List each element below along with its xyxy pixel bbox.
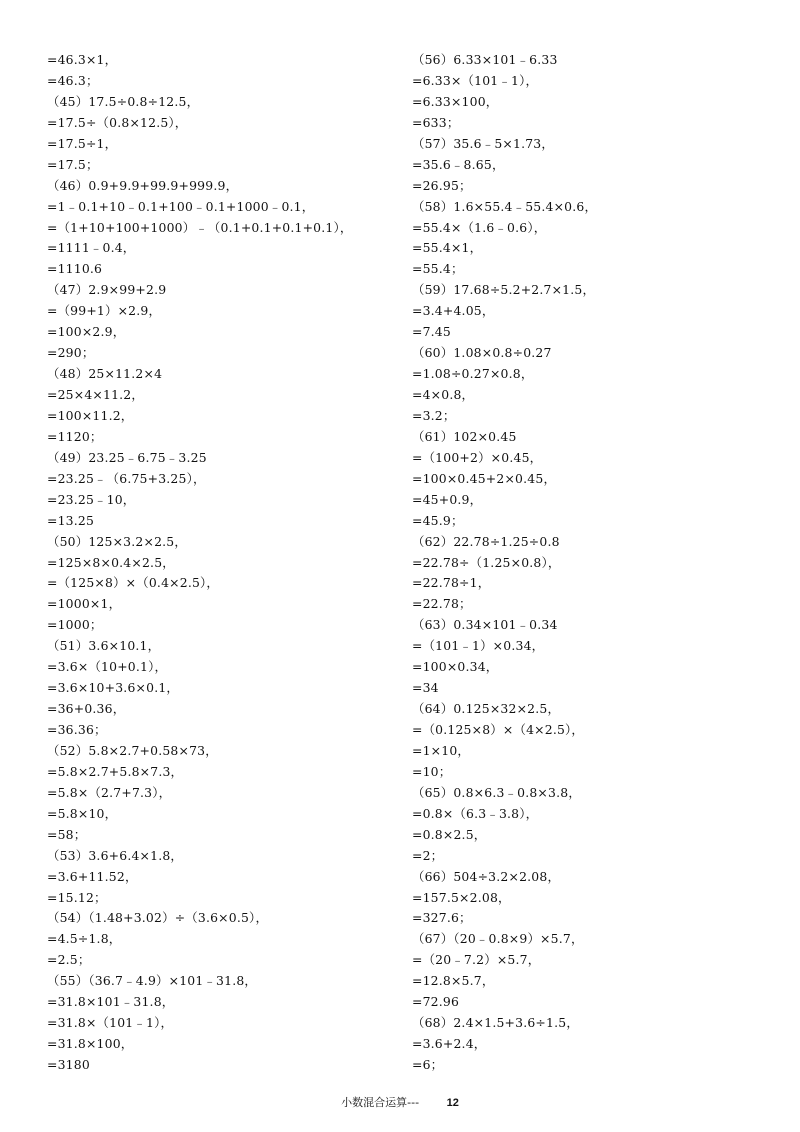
math-line: =45.9； xyxy=(412,512,464,528)
math-line: =（1+10+100+1000）﹣（0.1+0.1+0.1+0.1）， xyxy=(47,219,353,235)
math-line: =5.8×10， xyxy=(47,805,118,821)
math-line: =25×4×11.2， xyxy=(47,387,144,402)
math-line: （48）25×11.2×4 xyxy=(47,366,163,382)
math-line: =46.3； xyxy=(47,72,99,88)
math-line: =4×0.8， xyxy=(412,387,475,402)
math-line: =100×2.9， xyxy=(47,324,126,340)
math-line: =（101﹣1）×0.34， xyxy=(412,638,545,654)
math-line: =17.5÷（0.8×12.5）， xyxy=(47,114,188,130)
math-line: =46.3×1， xyxy=(47,52,118,67)
math-line: （46）0.9+9.9+99.9+999.9， xyxy=(47,177,239,193)
math-line: =10； xyxy=(412,763,452,779)
math-line: =6.33×（101﹣1）， xyxy=(412,72,539,88)
math-line: （49）23.25﹣6.75﹣3.25 xyxy=(47,449,207,465)
page-number: 12 xyxy=(446,1097,459,1109)
math-line: =3.6×10+3.6×0.1， xyxy=(47,680,180,696)
math-line: =100×0.34， xyxy=(412,659,499,675)
math-line: =6； xyxy=(412,1057,444,1072)
math-line: =55.4×1， xyxy=(412,240,483,256)
math-line: （51）3.6×10.1， xyxy=(47,638,161,654)
math-line: =（100+2）×0.45， xyxy=(412,449,543,465)
math-line: =22.78÷1， xyxy=(412,575,491,591)
math-line: =（99+1）×2.9， xyxy=(47,303,162,319)
math-line: =6.33×100， xyxy=(412,93,499,109)
math-line: =55.4； xyxy=(412,261,464,277)
math-line: =45+0.9， xyxy=(412,491,483,507)
math-line: =55.4×（1.6﹣0.6）， xyxy=(412,219,547,235)
math-line: =3.6+2.4， xyxy=(412,1036,487,1052)
math-line: =0.8×2.5， xyxy=(412,826,487,842)
math-line: =31.8×101﹣31.8， xyxy=(47,994,175,1010)
math-line: （54）（1.48+3.02）÷（3.6×0.5）， xyxy=(47,910,269,926)
math-line: =7.45 xyxy=(412,324,451,340)
math-line: =1×10， xyxy=(412,742,471,758)
math-line: =0.8×（6.3﹣3.8）， xyxy=(412,805,539,821)
math-line: =17.5； xyxy=(47,156,99,172)
math-line: =72.96 xyxy=(412,994,460,1010)
math-line: =31.8×（101﹣1）， xyxy=(47,1015,174,1031)
math-line: =23.25﹣10， xyxy=(47,491,136,507)
math-line: （64）0.125×32×2.5， xyxy=(412,701,561,717)
math-line: =1000×1， xyxy=(47,596,122,612)
math-line: =1.08÷0.27×0.8， xyxy=(412,366,534,382)
math-line: =1120； xyxy=(47,428,103,444)
math-line: =1110.6 xyxy=(47,261,103,277)
math-line: =22.78； xyxy=(412,596,472,612)
math-line: =125×8×0.4×2.5， xyxy=(47,554,175,570)
math-line: =157.5×2.08， xyxy=(412,889,511,905)
math-line: =4.5÷1.8， xyxy=(47,931,122,947)
math-line: （68）2.4×1.5+3.6÷1.5， xyxy=(412,1015,579,1031)
math-line: =5.8×2.7+5.8×7.3， xyxy=(47,763,184,779)
math-line: =13.25 xyxy=(47,512,95,528)
math-line: =（20﹣7.2）×5.7， xyxy=(412,952,541,968)
math-line: （50）125×3.2×2.5， xyxy=(47,533,187,549)
math-line: =31.8×100， xyxy=(47,1036,134,1052)
math-line: （65）0.8×6.3﹣0.8×3.8， xyxy=(412,784,581,800)
math-line: =36+0.36， xyxy=(47,701,126,717)
math-line: =327.6； xyxy=(412,910,472,926)
math-line: （59）17.68÷5.2+2.7×1.5， xyxy=(412,282,596,298)
math-line: =633； xyxy=(412,114,460,130)
math-line: =（125×8）×（0.4×2.5）， xyxy=(47,575,220,591)
math-line: =15.12； xyxy=(47,889,107,905)
math-line: =3.6+11.52， xyxy=(47,868,138,884)
math-line: =3.4+4.05， xyxy=(412,303,495,319)
math-line: =12.8×5.7， xyxy=(412,973,495,989)
math-line: （63）0.34×101﹣0.34 xyxy=(412,617,558,633)
math-line: =5.8×（2.7+7.3）， xyxy=(47,784,172,800)
math-line: =36.36； xyxy=(47,722,107,737)
math-line: （57）35.6﹣5×1.73， xyxy=(412,135,554,151)
math-line: =100×0.45+2×0.45， xyxy=(412,470,557,486)
math-line: =23.25﹣（6.75+3.25）， xyxy=(47,470,206,486)
math-line: （53）3.6+6.4×1.8， xyxy=(47,847,184,863)
math-line: =17.5÷1， xyxy=(47,135,118,151)
math-line: =290； xyxy=(47,345,95,361)
math-line: （55）（36.7﹣4.9）×101﹣31.8， xyxy=(47,973,258,989)
math-line: （58）1.6×55.4﹣55.4×0.6， xyxy=(412,198,598,214)
math-line: =（0.125×8）×（4×2.5）， xyxy=(412,722,585,737)
math-line: （45）17.5÷0.8÷12.5， xyxy=(47,93,200,109)
math-line: =26.95； xyxy=(412,177,472,193)
math-line: =100×11.2， xyxy=(47,407,134,423)
math-line: （67）（20﹣0.8×9）×5.7， xyxy=(412,931,584,947)
math-line: =58； xyxy=(47,826,87,842)
math-line: =34 xyxy=(412,680,439,696)
math-line: （56）6.33×101﹣6.33 xyxy=(412,52,558,67)
right-column xyxy=(412,50,762,1076)
left-column xyxy=(47,50,397,1076)
math-line: （61）102×0.45 xyxy=(412,428,517,444)
math-line: （60）1.08×0.8÷0.27 xyxy=(412,345,552,361)
math-line: =2.5； xyxy=(47,952,91,968)
math-line: =1111﹣0.4， xyxy=(47,240,136,256)
math-line: =35.6﹣8.65， xyxy=(412,156,505,172)
page-footer xyxy=(0,1094,800,1110)
math-line: =2； xyxy=(412,847,444,863)
math-line: =3.6×（10+0.1）， xyxy=(47,659,168,675)
math-line: （62）22.78÷1.25÷0.8 xyxy=(412,533,560,549)
math-line: =22.78÷（1.25×0.8）， xyxy=(412,554,561,570)
footer-title: 小数混合运算--- xyxy=(341,1096,420,1109)
math-line: =1﹣0.1+10﹣0.1+100﹣0.1+1000﹣0.1， xyxy=(47,198,315,214)
math-line: （47）2.9×99+2.9 xyxy=(47,282,167,298)
math-line: （52）5.8×2.7+0.58×73， xyxy=(47,742,218,758)
math-line: =3180 xyxy=(47,1057,90,1072)
math-line: （66）504÷3.2×2.08， xyxy=(412,868,561,884)
math-line: =1000； xyxy=(47,617,103,633)
math-line: =3.2； xyxy=(412,407,456,423)
